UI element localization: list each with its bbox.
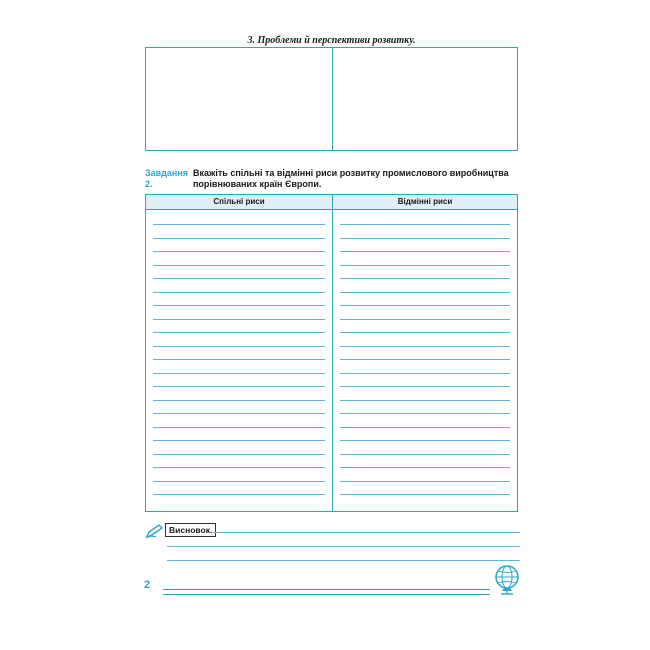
writing-line[interactable] xyxy=(340,238,510,239)
writing-line[interactable] xyxy=(153,292,325,293)
writing-line[interactable] xyxy=(340,332,510,333)
writing-line[interactable] xyxy=(340,292,510,293)
conclusion-label: Висновок. xyxy=(165,523,216,537)
common-features-column xyxy=(146,195,333,511)
writing-line[interactable] xyxy=(340,265,510,266)
writing-line[interactable] xyxy=(340,440,510,441)
problems-cell-right[interactable] xyxy=(333,48,517,150)
writing-line[interactable] xyxy=(153,332,325,333)
writing-line[interactable] xyxy=(153,305,325,306)
writing-line[interactable] xyxy=(153,427,325,428)
writing-line[interactable] xyxy=(153,440,325,441)
writing-line[interactable] xyxy=(340,319,510,320)
footer-rule xyxy=(163,589,490,595)
writing-line[interactable] xyxy=(153,454,325,455)
comparison-table xyxy=(145,194,518,512)
writing-line[interactable] xyxy=(340,346,510,347)
writing-line[interactable] xyxy=(340,386,510,387)
writing-line[interactable] xyxy=(153,386,325,387)
writing-line[interactable] xyxy=(153,373,325,374)
writing-line[interactable] xyxy=(153,494,325,495)
writing-line[interactable] xyxy=(340,454,510,455)
task-block xyxy=(145,168,525,190)
writing-line[interactable] xyxy=(340,278,510,279)
writing-line[interactable] xyxy=(340,467,510,468)
writing-line[interactable] xyxy=(153,481,325,482)
writing-line[interactable] xyxy=(340,251,510,252)
writing-line[interactable] xyxy=(340,427,510,428)
writing-line[interactable] xyxy=(340,224,510,225)
writing-line[interactable] xyxy=(153,251,325,252)
writing-line[interactable] xyxy=(340,373,510,374)
writing-line[interactable] xyxy=(153,400,325,401)
section-title: 3. Проблеми й перспективи розвитку. xyxy=(247,35,416,46)
writing-line[interactable] xyxy=(153,278,325,279)
conclusion-block xyxy=(145,521,520,571)
task-text: Вкажіть спільні та відмінні риси розвитку промислового виробництва порівнюваних країн Європи. xyxy=(193,168,509,189)
writing-line[interactable] xyxy=(153,467,325,468)
problems-table xyxy=(145,47,518,151)
conclusion-line[interactable] xyxy=(213,532,520,533)
writing-line[interactable] xyxy=(153,224,325,225)
conclusion-line[interactable] xyxy=(167,560,520,561)
writing-line[interactable] xyxy=(153,359,325,360)
writing-line[interactable] xyxy=(340,305,510,306)
writing-line[interactable] xyxy=(340,494,510,495)
writing-line[interactable] xyxy=(340,400,510,401)
writing-line[interactable] xyxy=(153,319,325,320)
writing-line[interactable] xyxy=(153,413,325,414)
writing-line[interactable] xyxy=(153,346,325,347)
writing-line[interactable] xyxy=(340,359,510,360)
writing-line[interactable] xyxy=(340,413,510,414)
conclusion-line[interactable] xyxy=(167,546,520,547)
page-number: 2 xyxy=(144,579,151,591)
writing-line[interactable] xyxy=(153,265,325,266)
common-features-header: Спільні риси xyxy=(146,195,332,210)
pen-icon xyxy=(145,523,165,539)
globe-icon xyxy=(492,563,522,597)
task-number: Завдання 2. xyxy=(145,168,189,189)
writing-line[interactable] xyxy=(340,481,510,482)
writing-line[interactable] xyxy=(153,238,325,239)
different-features-header: Відмінні риси xyxy=(333,195,517,210)
problems-cell-left[interactable] xyxy=(146,48,333,150)
different-features-column xyxy=(333,195,517,511)
